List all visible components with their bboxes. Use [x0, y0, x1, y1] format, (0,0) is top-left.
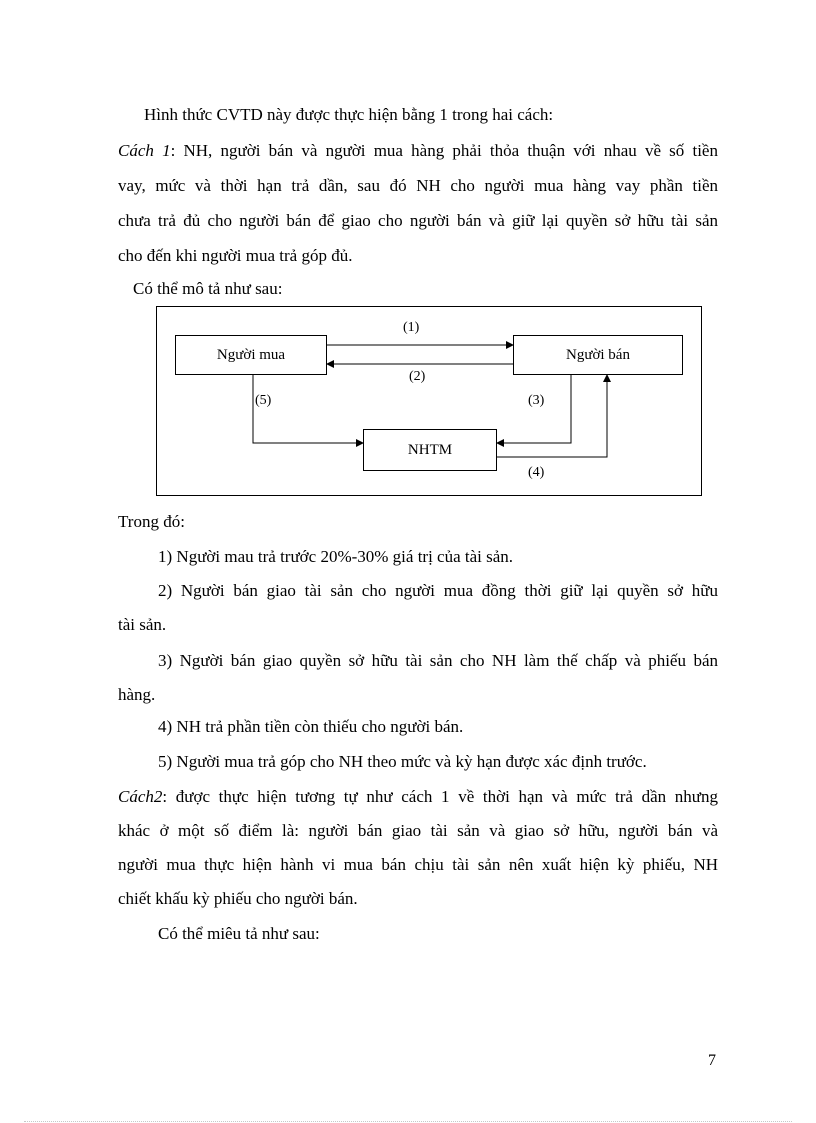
page-bottom-divider [24, 1121, 792, 1122]
step-3-line1: 3) Người bán giao quyền sở hữu tài sản cho NH làm thế chấp và phiếu bán [158, 651, 718, 670]
describe-heading-2: Có thể miêu tả như sau: [158, 924, 320, 943]
method1-line1 [118, 140, 718, 162]
trong-do-heading: Trong đó: [118, 512, 185, 531]
intro-paragraph: Hình thức CVTD này được thực hiện bằng 1 trong hai cách: [144, 105, 554, 124]
buyer-box: Người mua [175, 335, 327, 375]
method1-line2: vay, mức và thời hạn trả dần, sau đó NH cho người mua hàng vay phần tiền [118, 176, 718, 195]
method2-label: Cách2 [118, 787, 163, 806]
method2-line3: người mua thực hiện hành vi mua bán chịu tài sản nên xuất hiện kỳ phiếu, NH [118, 855, 718, 874]
method1-line4: cho đến khi người mua trả góp đủ. [118, 246, 353, 265]
flow-diagram [156, 306, 702, 496]
seller-box: Người bán [513, 335, 683, 375]
step-5-text: 5) Người mua trả góp cho NH theo mức và kỳ hạn được xác định trước. [158, 752, 647, 771]
label-step-5: (5) [255, 393, 272, 408]
label-step-2: (2) [409, 369, 426, 384]
step-2-line1: 2) Người bán giao tài sản cho người mua đồng thời giữ lại quyền sở hữu [158, 581, 718, 600]
method2-line1 [118, 786, 718, 808]
label-step-3: (3) [528, 393, 545, 408]
method1-label: Cách 1 [118, 141, 171, 160]
arrow-4 [497, 375, 607, 457]
method1-text: : NH, người bán và người mua hàng phải thỏa thuận với nhau về số tiền [170, 141, 718, 160]
arrow-3 [497, 375, 571, 443]
step-2-line2: tài sản. [118, 615, 167, 634]
label-step-4: (4) [528, 465, 545, 480]
label-step-1: (1) [403, 320, 420, 335]
step-4-text: 4) NH trả phần tiền còn thiếu cho người bán. [158, 717, 464, 736]
bank-box: NHTM [363, 429, 497, 471]
method2-line4: chiết khấu kỳ phiếu cho người bán. [118, 889, 358, 908]
arrow-5 [253, 375, 363, 443]
page-number: 7 [708, 1052, 716, 1069]
describe-heading-1: Có thể mô tả như sau: [133, 279, 283, 298]
step-3-line2: hàng. [118, 685, 156, 704]
step-1-text: 1) Người mau trả trước 20%-30% giá trị của tài sản. [158, 547, 514, 566]
method2-line2: khác ở một số điểm là: người bán giao tài sản và giao sở hữu, người bán và [118, 821, 718, 840]
method1-line3: chưa trả đủ cho người bán để giao cho người bán và giữ lại quyền sở hữu tài sản [118, 211, 718, 230]
method2-text: : được thực hiện tương tự như cách 1 về thời hạn và mức trả dần nhưng [162, 787, 718, 806]
